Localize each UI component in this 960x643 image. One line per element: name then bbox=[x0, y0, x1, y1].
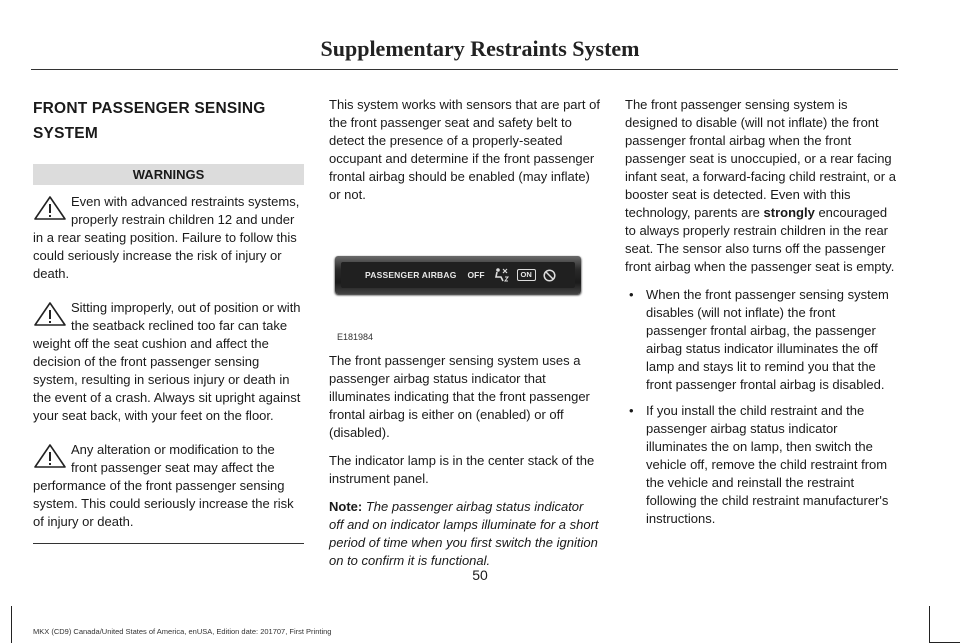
warnings-end-rule bbox=[33, 543, 304, 544]
paragraph: The indicator lamp is in the center stack of the instrument panel. bbox=[329, 453, 595, 486]
prohibited-icon bbox=[543, 269, 556, 282]
paragraph-text: The front passenger sensing system is designed to disable (will not inflate) the front passenger frontal airbag when the front passenger seat is unoccupied, or a rear facing infant seat, a forward-facing child restraint, or a booster seat is detected. Even with this technology, parents are bbox=[625, 97, 896, 220]
passenger-seat-icon bbox=[492, 267, 510, 283]
warning-text: Even with advanced restraints systems, properly restrain children 12 and under in a rear seating position. Failure to follow this could seriously increase the risk of injury or death. bbox=[33, 194, 300, 281]
column-left bbox=[33, 96, 304, 544]
figure-id: E181984 bbox=[337, 332, 374, 342]
panel-label: PASSENGER AIRBAG bbox=[365, 270, 457, 280]
note-body: The passenger airbag status indicator off and on indicator lamps illuminate for a short period of time when you first switch the ignition on to confirm it is functional. bbox=[329, 499, 599, 568]
paragraph-text: encouraged to always properly restrain children in the rear seat. The sensor also turns off the passenger front airbag when the passenger seat is empty. bbox=[625, 205, 895, 274]
section-title-line-2: SYSTEM bbox=[33, 125, 98, 142]
airbag-status-panel bbox=[335, 256, 581, 294]
panel-on-label: ON bbox=[517, 269, 536, 281]
footer-text: MKX (CD9) Canada/United States of America, enUSA, Edition date: 201707, First Printing bbox=[33, 627, 332, 636]
warning-triangle-icon bbox=[33, 443, 67, 469]
paragraph: The front passenger sensing system uses a passenger airbag status indicator that illuminates indicating that the front passenger frontal airbag is either on (enabled) or off (disabled). bbox=[329, 353, 590, 440]
warning-triangle-icon bbox=[33, 195, 67, 221]
page-header-title: Supplementary Restraints System bbox=[320, 36, 640, 61]
warnings-heading: WARNINGS bbox=[33, 164, 304, 185]
list-item: • If you install the child restraint and the passenger airbag status indicator illuminates the on lamp, then switch the vehicle off, remove the child restraint from the vehicle and reinstall the restraint following the child restraint manufacturer's instructions. bbox=[625, 402, 897, 528]
column-middle bbox=[329, 96, 601, 580]
note-label: Note: bbox=[329, 499, 363, 514]
list-item: • When the front passenger sensing system disables (will not inflate) the front passenger frontal airbag, the passenger airbag status indicator illuminates the off lamp and stays lit to remind you that the front passenger frontal airbag is disabled. bbox=[625, 286, 897, 394]
header-rule bbox=[31, 69, 898, 70]
crop-mark bbox=[929, 606, 930, 643]
warning-item bbox=[33, 299, 304, 425]
indicator-figure bbox=[329, 214, 601, 344]
intro-paragraph: This system works with sensors that are part of the front passenger seat and safety belt to detect the presence of a properly-seated occupant and determine if the front passenger frontal airbag should be enabled (may inflate) or not. bbox=[329, 97, 600, 202]
bullet-list bbox=[625, 286, 897, 528]
emphasis-text: strongly bbox=[763, 205, 815, 220]
warning-item bbox=[33, 193, 304, 283]
column-right bbox=[625, 96, 897, 536]
panel-off-label: OFF bbox=[467, 270, 485, 280]
warning-item bbox=[33, 441, 304, 531]
note-paragraph bbox=[329, 498, 601, 570]
warning-triangle-icon bbox=[33, 301, 67, 327]
page-number: 50 bbox=[472, 567, 488, 583]
section-title-line-1: FRONT PASSENGER SENSING bbox=[33, 100, 266, 117]
section-title bbox=[33, 96, 304, 146]
warning-text: Sitting improperly, out of position or with the seatback reclined too far can take weight off the seat cushion and affect the decision of the front passenger sensing system, resulting in serious injury or death in the event of a crash. Always sit upright against your seat back, with your feet on the floor. bbox=[33, 300, 301, 423]
crop-mark bbox=[11, 606, 12, 643]
paragraph bbox=[625, 96, 897, 276]
warning-text: Any alteration or modification to the front passenger seat may affect the performance of the front passenger sensing system. This could seriously increase the risk of injury or death. bbox=[33, 442, 294, 529]
